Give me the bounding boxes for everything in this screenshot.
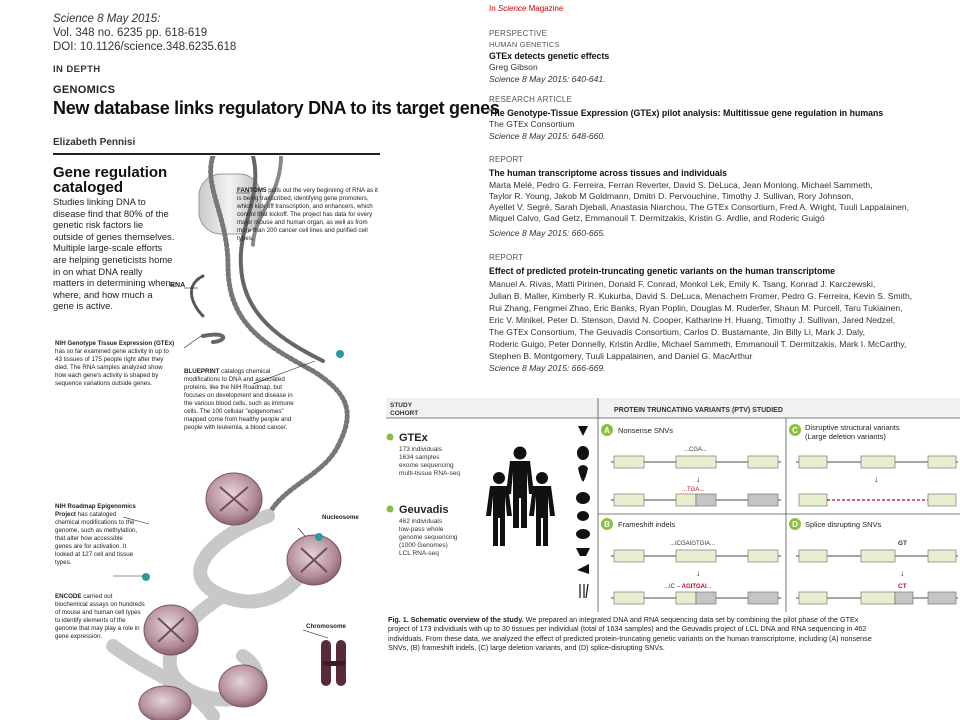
roadmap-annotation [55,503,141,567]
mutation-sequence-label: CT [898,583,907,590]
source-suffix: Magazine [526,4,564,13]
cohort-detail: 462 individuals [399,518,443,525]
article-citation [53,12,236,54]
cohort-detail: multi-tissue RNA-seq [399,470,461,477]
citation-line: Vol. 348 no. 6235 pp. 618-619 [53,27,208,39]
tissue-icon [577,564,589,574]
gene-track [796,456,958,468]
tissue-icon [577,511,589,521]
cohort-header-line: STUDY [390,402,413,409]
nucleosome-shape [144,605,198,655]
human-silhouette-icon [529,472,555,546]
article-headline: New database links regulatory DNA to its target genes [53,98,500,118]
article-authors: Julian B. Maller, Kimberly R. Kukurba, David S. DeLuca, Menachem Fromer, Pedro G. Ferreira, Kevin S. Smith, [489,291,913,301]
panel-d [789,518,958,604]
tissue-icon [576,548,590,556]
sequence-label: ...CGA... [684,447,708,453]
sequence-label: ...ICGAIGTGIA... [670,541,716,547]
arrow-down-icon: ↓ [874,474,879,484]
caption-text: individuals. From these data, we analyzed the effect of predicted protein-truncating genetic variants on the human transcriptome, including (A) nonsense [388,633,872,643]
project-name: FANTOM5 [237,187,267,194]
caption-label: Fig. 1. Schematic overview of the study. [388,615,524,624]
mutation-sequence-label [664,584,712,590]
arrow-down-icon: ↓ [696,568,701,578]
project-description: carried out biochemical assays on hundreds of mouse and human cell types to identify elements of the genome that may play a role in gene expression. [55,593,145,640]
cohort-detail: (1000 Genomes) [399,542,448,549]
article-authors: Marta Melé, Pedro G. Ferreira, Ferran Reverter, David S. DeLuca, Jean Monlong, Michael Sammeth, [489,180,873,190]
chromosome-shape [321,640,346,686]
sequence-prefix: ...IC – [664,584,682,590]
sequence-label: GT [898,540,908,547]
gtex-annotation [55,340,175,388]
study-overview-figure [386,398,960,612]
article-authors: Taylor R. Young, Jakob M Goldmann, Dmitri D. Pervouchine, Timothy J. Sullivan, Rory Johnson, [489,191,854,201]
article-authors: Roderic Guigo, Peter Donnelly, Kristin Ardlie, Michael Sammeth, Emmanouil T. Dermitzakis, Mark I. McCarthy, [489,339,907,349]
nucleosome-label: Nucleosome [322,514,359,521]
gene-track [796,550,958,562]
panel-b [601,518,781,604]
panel-subtitle: (Large deletion variants) [805,432,886,441]
nucleosome-shape [287,535,341,585]
article-type-label: REPORT [489,155,524,164]
arrow-down-icon: ↓ [900,568,905,578]
project-name: BLUEPRINT [184,368,220,375]
encode-annotation [55,593,145,641]
project-name: NIH Roadmap Epigenomics Project [55,503,136,518]
blueprint-annotation [184,368,302,432]
article-authors: Eric V. Minikel, Peter D. Stenson, David N. Cooper, Katharine H. Huang, Timothy J. Sullivan, Jared Nedzel, [489,315,896,325]
article-cite: Science 8 May 2015: 666-669. [489,363,606,373]
sequence-suffix: ... [706,584,712,590]
project-description: catalogs chemical modifications to DNA and associated proteins, like the NIH Roadmap, but focuses on development and disease in the various blood cells, such as immune cells. The 100 cellular "epigenomes" mapped come from healthy people and people with leukemia, a blood cancer. [184,368,294,431]
nucleosome-shape [219,665,267,707]
article-author: Elizabeth Pennisi [53,137,136,148]
article-authors: Rui Zhang, Fengmei Zhao, Eric Banks, Ryan Poplin, Douglas M. Ruderfer, Shaun M. Purcell, Taru Tukiainen, [489,303,903,313]
project-description: has cataloged chemical modifications to the genome, such as methylation, that alter how accessible genes are for activation. It looked at 127 cell and tissue types. [55,511,138,566]
gene-track [611,550,781,562]
article-type-label: PERSPECTIVE [489,29,548,38]
ptv-header: PROTEIN TRUNCATING VARIANTS (PTV) STUDIED [614,407,783,414]
gene-track [611,592,781,604]
article-authors: The GTEx Consortium, The Geuvadis Consortium, Carlos D. Bustamante, Jin Billy Li, Mark J. Daly, [489,327,866,337]
caption-text: SNVs, (B) frameshift indels, (C) large deletion variants, and (D) splice-disrupting SNVs. [388,643,665,653]
cohort-detail: LCL RNA-seq [399,550,439,557]
tissue-icon [578,465,588,482]
caption-text: We prepared an integrated DNA and RNA sequencing data set by combining the pilot phase of the GTEx [523,615,859,624]
geuvadis-dot [387,506,394,513]
article-cite: Science 8 May 2015: 648-660. [489,131,606,141]
source-label [489,4,563,13]
graphic-title: Gene regulation cataloged [53,164,168,196]
project-name: NIH Genotype Tissue Expression (GTEx) [55,340,175,347]
gene-track [611,456,781,468]
cohort-detail: 1634 samples [399,454,440,461]
article-title: Effect of predicted protein-truncating genetic variants on the human transcriptome [489,266,836,276]
project-description: pulls out the very beginning of RNA as it is being transcribed, identifying gene promoters, which kick off transcription, and enhancers, which control that kickoff. The project has data for every major mouse and human organ, as well as from more than 200 cancer cell lines and purified cell types. [237,187,378,242]
panel-letter: D [792,520,798,529]
section-label: IN DEPTH [53,64,101,75]
article-title: The human transcriptome across tissues and individuals [489,168,728,178]
fantom5-annotation [237,187,379,243]
article-authors: Miquel Calvo, Gad Getz, Emmanouil T. Dermitzakis, Kristin G. Ardlie, and Roderic Guigó [489,213,825,223]
panel-letter: B [604,520,610,529]
cohort-detail: exome sequencing [399,462,454,469]
chromosome-label: Chromosome [306,623,346,630]
source-journal: Science [497,4,527,13]
article-authors: The GTEx Consortium [489,119,575,129]
rna-label: RNA [170,282,186,289]
article-authors: Stephen B. Montgomery, Tuuli Lappalainen, and Daniel G. MacArthur [489,351,753,361]
gene-track [796,592,958,604]
nucleosome-shape [139,686,191,720]
cohort-detail: genome sequencing [399,534,458,541]
article-title: GTEx detects genetic effects [489,51,610,61]
mutated-bases: AGITGAI [681,584,707,590]
article-cite: Science 8 May 2015: 660-665. [489,228,606,238]
panel-letter: A [604,426,610,435]
gene-track [611,494,781,506]
article-authors: Manuel A. Rivas, Matti Pirinen, Donald F. Conrad, Monkol Lek, Emily K. Tsang, Konrad J. Karczewski, [489,279,876,289]
cohort-header-line: COHORT [390,410,419,417]
source-prefix: In [489,4,498,13]
arrow-down-icon: ↓ [696,474,701,484]
article-cite: Science 8 May 2015: 640-641. [489,74,606,84]
panel-title: Frameshift indels [618,520,676,529]
mutation-sequence-label: ...TGA... [682,487,705,493]
article-type-label: REPORT [489,253,524,262]
project-description: has so far examined gene activity in up to 43 tissues of 175 people right after they died. The RNA samples analyzed show how each gene's activity is shaped by sequence variations outside genes. [55,348,169,387]
nucleosome-shape [206,473,262,525]
tissue-icon [576,529,590,539]
gtex-dot [387,434,394,441]
graphic-intro: Studies linking DNA to disease find that 80% of the genetic risk factors lie outside of genes themselves. Multiple large-scale efforts are helping geneticists home in on what DNA really matters in determining when, where, and how much a gene is active. [53,196,175,312]
panel-title: Nonsense SNVs [618,426,674,435]
gene-track [799,494,956,506]
cohort-name: Geuvadis [399,504,449,516]
tissue-icon [580,584,588,598]
panel-a [601,424,781,506]
tissue-icon [578,426,588,436]
article-subject-label: HUMAN GENETICS [489,40,560,49]
project-name: ENCODE [55,593,82,600]
panel-title: Disruptive structural variants [805,423,900,432]
rubric-label: GENOMICS [53,84,116,96]
article-title: The Genotype-Tissue Expression (GTEx) pilot analysis: Multitissue gene regulation in humans [489,108,884,118]
article-authors: Greg Gibson [489,62,538,72]
panel-letter: C [792,426,798,435]
cohort-detail: low-pass whole [399,526,444,533]
divider [53,153,380,155]
tissue-icon [576,492,590,504]
panel-title: Splice disrupting SNVs [805,520,882,529]
cohort-name: GTEx [399,432,428,444]
figure-caption [388,615,960,653]
panel-c [789,423,958,506]
citation-line: Science 8 May 2015: [53,13,161,25]
citation-line: DOI: 10.1126/science.348.6235.618 [53,41,237,53]
article-type-label: RESEARCH ARTICLE [489,95,573,104]
cohort-detail: 173 individuals [399,446,443,453]
caption-text: project of 173 individuals with up to 30 tissues per individual (total of 1634 samples) and the Geuvadis project of LCL DNA and RNA sequencing in 462 [388,624,867,634]
article-authors: Ayellet V. Segrè, Sarah Djebali, Anastasia Niarchou, The GTEx Consortium, Fred A. Wright, Tuuli Lappalainen, [489,202,910,212]
tissue-icon [577,446,589,460]
